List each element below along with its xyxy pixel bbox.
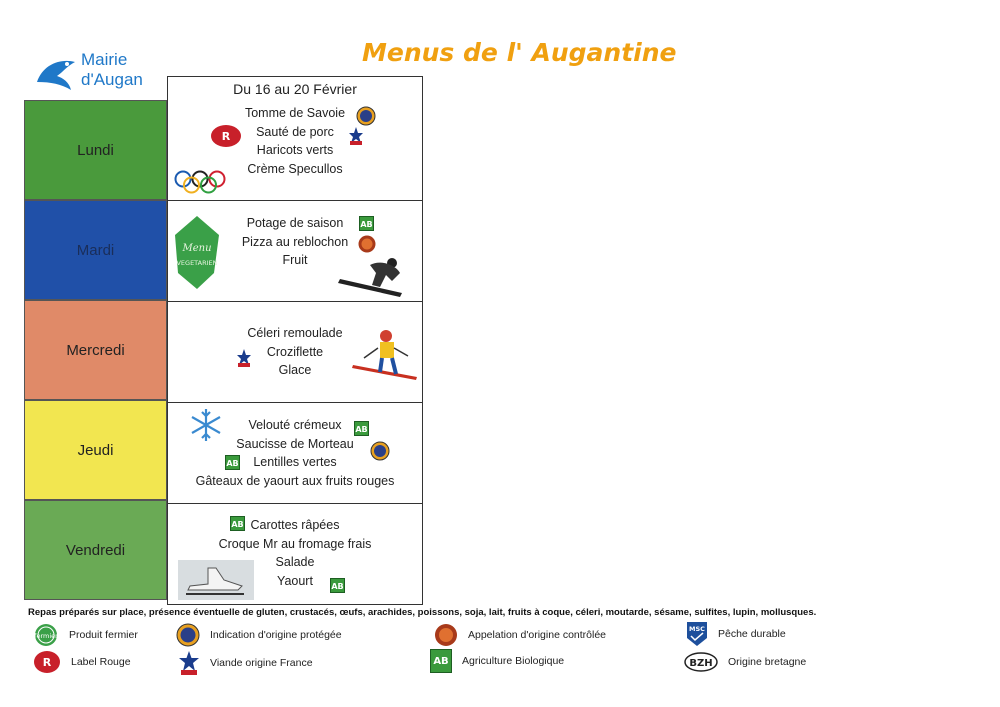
menu-item: Fruit — [282, 253, 308, 267]
produit-fermier-icon — [33, 623, 59, 647]
menu-vegetarien-icon — [172, 215, 222, 291]
ab-bio-icon — [230, 516, 245, 531]
viande-france-icon — [178, 650, 200, 676]
menu-item: Croque Mr au fromage frais — [218, 536, 372, 551]
menu-cell-jeudi — [167, 403, 423, 504]
svg-text:fermier: fermier — [34, 632, 58, 640]
menu-item: Céleri remoulade — [247, 326, 343, 340]
ab-bio-icon — [359, 216, 374, 231]
menu-cell-lundi — [167, 100, 423, 201]
viande-france-icon — [236, 348, 252, 368]
period-header: Du 16 au 20 Février — [167, 76, 423, 101]
bzh-icon — [684, 652, 718, 672]
igp-icon — [356, 106, 376, 126]
ab-bio-icon — [225, 455, 240, 470]
menu-item: Yaourt — [277, 573, 313, 588]
ab-bio-icon — [430, 649, 452, 673]
aoc-icon — [434, 623, 458, 647]
svg-text:BZH: BZH — [689, 658, 713, 669]
label-rouge-icon — [210, 124, 242, 148]
legend-produit-fermier: fermier Produit fermier — [33, 623, 138, 647]
menu-cell-mardi — [167, 201, 423, 302]
menu-item: Gâteaux de yaourt aux fruits rouges — [195, 473, 395, 488]
ice-skate-icon — [178, 560, 254, 600]
menu-item: Glace — [278, 363, 312, 377]
ab-bio-icon — [354, 421, 369, 436]
menu-item: Sauté de porc — [256, 124, 334, 139]
legend-agriculture-bio: AB Agriculture Biologique — [430, 649, 564, 673]
day-label-mardi: Mardi — [24, 200, 167, 300]
svg-text:MSC: MSC — [689, 625, 705, 633]
svg-text:AB: AB — [355, 425, 368, 434]
snowflake-icon — [188, 407, 224, 443]
snowboarder-icon — [330, 253, 418, 299]
legend-aoc: Appelation d'origine contrôlée — [434, 623, 606, 647]
mairie-logo — [33, 50, 158, 96]
svg-text:AB: AB — [360, 220, 373, 229]
igp-icon — [370, 441, 390, 461]
legend-peche-durable: MSC Pêche durable — [686, 621, 786, 647]
skier-icon — [350, 328, 422, 384]
menu-item: Velouté crémeux — [248, 418, 342, 432]
svg-text:R: R — [42, 656, 52, 669]
logo-line-2: d'Augan — [81, 70, 143, 89]
svg-text:AB: AB — [226, 459, 239, 468]
menu-item: Lentilles vertes — [253, 455, 337, 469]
day-label-vendredi: Vendredi — [24, 500, 167, 600]
menu-item: Pizza au reblochon — [241, 234, 349, 249]
menu-item: Potage de saison — [246, 216, 344, 230]
menu-item: Salade — [275, 555, 315, 569]
viande-france-icon — [348, 126, 364, 146]
logo-bird-icon — [33, 52, 79, 96]
svg-text:R: R — [221, 130, 231, 143]
svg-text:Menu: Menu — [182, 243, 212, 254]
day-label-jeudi: Jeudi — [24, 400, 167, 500]
legend-igp: Indication d'origine protégée — [176, 623, 342, 647]
menu-item: Carottes râpées — [250, 518, 340, 532]
legend-origine-bretagne: BZH Origine bretagne — [684, 652, 806, 672]
menu-item: Croziflette — [266, 344, 324, 359]
logo-line-1: Mairie — [81, 50, 128, 69]
aoc-icon — [358, 235, 376, 253]
legend-viande-france: Viande origine France — [178, 650, 313, 676]
menu-cell-mercredi — [167, 302, 423, 403]
label-rouge-icon — [33, 650, 61, 674]
svg-text:AB: AB — [231, 520, 244, 529]
menu-cell-vendredi — [167, 504, 423, 605]
olympic-rings-icon — [174, 170, 236, 194]
menu-item: Saucisse de Morteau — [236, 436, 354, 451]
igp-icon — [176, 623, 200, 647]
page-title: Menus de l' Augantine — [362, 38, 677, 67]
day-label-lundi: Lundi — [24, 100, 167, 200]
msc-icon — [686, 621, 708, 647]
ab-bio-icon — [330, 578, 345, 593]
menu-item: Crème Specullos — [247, 161, 343, 176]
menu-item: Tomme de Savoie — [244, 106, 346, 120]
legend-label-rouge: R Label Rouge — [33, 650, 131, 674]
svg-text:AB: AB — [331, 582, 344, 591]
allergens-note: Repas préparés sur place, présence éventuelle de gluten, crustacés, œufs, arachides, poissons, soja, lait, fruits à coque, céleri, moutarde, sésame, sulfites, lupin, mollusques. — [28, 607, 817, 618]
day-label-mercredi: Mercredi — [24, 300, 167, 400]
menu-item: Haricots verts — [256, 143, 334, 157]
svg-text:AB: AB — [433, 656, 449, 667]
svg-text:VEGETARIEN: VEGETARIEN — [176, 259, 218, 267]
